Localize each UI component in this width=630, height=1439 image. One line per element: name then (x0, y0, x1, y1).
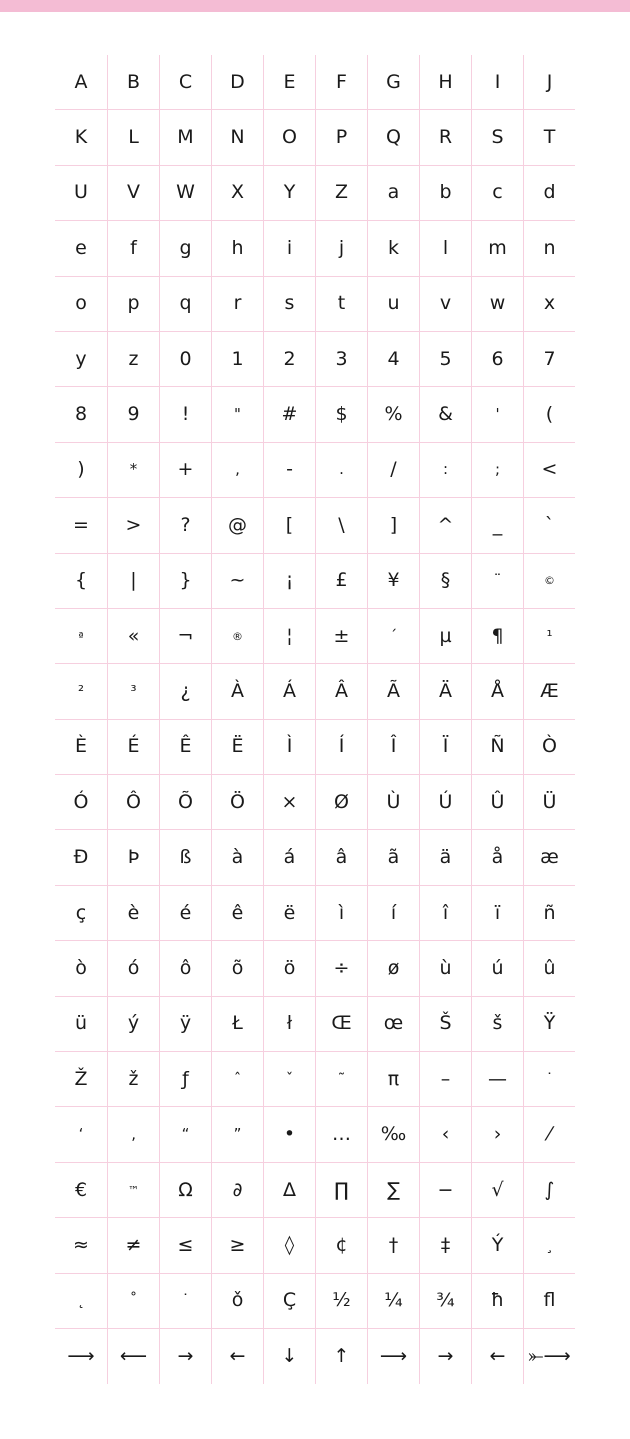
glyph-cell: Q (367, 110, 419, 165)
glyph-cell: ‘ (55, 1107, 107, 1162)
glyph-cell: ‡ (419, 1218, 471, 1273)
glyph-cell: † (367, 1218, 419, 1273)
glyph-cell: © (523, 554, 575, 609)
glyph-cell: ß (159, 830, 211, 885)
glyph-cell: 6 (471, 332, 523, 387)
glyph-cell: ˇ (263, 1052, 315, 1107)
glyph-cell: B (107, 55, 159, 110)
glyph-cell: l (419, 221, 471, 276)
glyph-cell: ( (523, 387, 575, 442)
glyph-cell: ¿ (159, 664, 211, 719)
glyph-cell: ¶ (471, 609, 523, 664)
top-accent-bar (0, 0, 630, 12)
glyph-cell: E (263, 55, 315, 110)
glyph-cell: Ï (419, 720, 471, 775)
glyph-cell: = (55, 498, 107, 553)
glyph-cell: Î (367, 720, 419, 775)
glyph-cell: ∫ (523, 1163, 575, 1218)
glyph-cell: p (107, 277, 159, 332)
glyph-cell: j (315, 221, 367, 276)
glyph-cell: ¸ (523, 1218, 575, 1273)
glyph-cell: › (471, 1107, 523, 1162)
glyph-cell: i (263, 221, 315, 276)
glyph-cell: ⟶ (367, 1329, 419, 1384)
glyph-cell: ì (315, 886, 367, 941)
glyph-cell: t (315, 277, 367, 332)
glyph-cell: ¡ (263, 554, 315, 609)
glyph-cell: ö (263, 941, 315, 996)
glyph-cell: ^ (419, 498, 471, 553)
glyph-cell: & (419, 387, 471, 442)
glyph-cell: Ü (523, 775, 575, 830)
glyph-cell: A (55, 55, 107, 110)
glyph-cell: f (107, 221, 159, 276)
glyph-cell: H (419, 55, 471, 110)
glyph-cell: î (419, 886, 471, 941)
glyph-cell: 4 (367, 332, 419, 387)
glyph-cell: q (159, 277, 211, 332)
glyph-cell: g (159, 221, 211, 276)
glyph-cell: ± (315, 609, 367, 664)
glyph-cell: ÷ (315, 941, 367, 996)
glyph-cell: Ó (55, 775, 107, 830)
glyph-cell: ¾ (419, 1274, 471, 1329)
glyph-cell: U (55, 166, 107, 221)
glyph-cell: X (211, 166, 263, 221)
glyph-cell: " (211, 387, 263, 442)
glyph-cell: w (471, 277, 523, 332)
glyph-cell: O (263, 110, 315, 165)
glyph-cell: ˜ (315, 1052, 367, 1107)
glyph-cell: — (471, 1052, 523, 1107)
glyph-cell: ] (367, 498, 419, 553)
glyph-cell: ∑ (367, 1163, 419, 1218)
glyph-cell: ‹ (419, 1107, 471, 1162)
glyph-cell: â (315, 830, 367, 885)
glyph-cell: I (471, 55, 523, 110)
glyph-cell: Ÿ (523, 997, 575, 1052)
glyph-cell: … (315, 1107, 367, 1162)
glyph-cell: “ (159, 1107, 211, 1162)
glyph-cell: ® (211, 609, 263, 664)
glyph-cell: c (471, 166, 523, 221)
glyph-cell: ⟶ (67, 1345, 95, 1368)
glyph-cell: V (107, 166, 159, 221)
glyph-cell: # (263, 387, 315, 442)
glyph-cell: ‰ (367, 1107, 419, 1162)
glyph-cell: ó (107, 941, 159, 996)
glyph-cell: ħ (471, 1274, 523, 1329)
glyph-cell: e (55, 221, 107, 276)
glyph-cell: Û (471, 775, 523, 830)
glyph-cell: ≥ (211, 1218, 263, 1273)
glyph-cell: Ø (315, 775, 367, 830)
glyph-cell: R (419, 110, 471, 165)
glyph-cell: ← (211, 1329, 263, 1384)
glyph-cell: % (367, 387, 419, 442)
glyph-cell: ⁄ (523, 1107, 575, 1162)
glyph-cell: ' (471, 387, 523, 442)
glyph-cell: Ð (55, 830, 107, 885)
glyph-cell: É (107, 720, 159, 775)
glyph-cell: ≈ (55, 1218, 107, 1273)
glyph-cell: ½ (315, 1274, 367, 1329)
glyph-cell: ↓ (263, 1329, 315, 1384)
glyph-cell: ﬂ (523, 1274, 575, 1329)
glyph-cell: Ω (159, 1163, 211, 1218)
glyph-cell: ý (107, 997, 159, 1052)
glyph-cell: Ä (419, 664, 471, 719)
glyph-cell: - (263, 443, 315, 498)
glyph-cell: ¼ (367, 1274, 419, 1329)
glyph-cell: ; (471, 443, 523, 498)
glyph-cell: < (523, 443, 575, 498)
glyph-cell: ´ (367, 609, 419, 664)
glyph-cell: à (211, 830, 263, 885)
glyph-cell: ñ (523, 886, 575, 941)
glyph-cell: ◊ (263, 1218, 315, 1273)
glyph-cell: € (55, 1163, 107, 1218)
glyph-cell: ǒ (211, 1274, 263, 1329)
glyph-cell: K (55, 110, 107, 165)
glyph-cell: 0 (159, 332, 211, 387)
glyph-cell: D (211, 55, 263, 110)
glyph-cell: ¹ (523, 609, 575, 664)
glyph-cell: ? (159, 498, 211, 553)
glyph-cell: ³ (107, 664, 159, 719)
glyph-cell: ~ (211, 554, 263, 609)
glyph-cell: : (419, 443, 471, 498)
glyph-cell: ł (263, 997, 315, 1052)
glyph-cell: h (211, 221, 263, 276)
glyph-cell: ∏ (315, 1163, 367, 1218)
glyph-cell: Y (263, 166, 315, 221)
glyph-cell: P (315, 110, 367, 165)
glyph-cell: « (107, 609, 159, 664)
glyph-cell: õ (211, 941, 263, 996)
glyph-cell: È (55, 720, 107, 775)
glyph-cell: ê (211, 886, 263, 941)
glyph-cell: * (107, 443, 159, 498)
glyph-cell: J (523, 55, 575, 110)
glyph-cell: Ò (523, 720, 575, 775)
glyph-cell: • (263, 1107, 315, 1162)
glyph-cell: Æ (523, 664, 575, 719)
glyph-cell: S (471, 110, 523, 165)
glyph-cell: Œ (315, 997, 367, 1052)
glyph-cell: ˛ (55, 1274, 107, 1329)
glyph-cell: r (211, 277, 263, 332)
glyph-cell: ˙ (523, 1052, 575, 1107)
glyph-cell: \ (315, 498, 367, 553)
glyph-cell: y (55, 332, 107, 387)
glyph-cell: ∆ (263, 1163, 315, 1218)
glyph-cell: @ (211, 498, 263, 553)
glyph-cell: [ (263, 498, 315, 553)
glyph-cell: L (107, 110, 159, 165)
glyph-cell: m (471, 221, 523, 276)
glyph-cell: ô (159, 941, 211, 996)
glyph-cell: → (159, 1329, 211, 1384)
glyph-cell: W (159, 166, 211, 221)
glyph-cell: $ (315, 387, 367, 442)
glyph-cell: F (315, 55, 367, 110)
glyph-cell: a (367, 166, 419, 221)
glyph-cell: Ã (367, 664, 419, 719)
glyph-cell: ˆ (211, 1052, 263, 1107)
glyph-cell: ™ (107, 1163, 159, 1218)
glyph-cell: / (367, 443, 419, 498)
glyph-cell: £ (315, 554, 367, 609)
glyph-cell: k (367, 221, 419, 276)
glyph-cell: œ (367, 997, 419, 1052)
glyph-cell: z (107, 332, 159, 387)
glyph-cell: š (471, 997, 523, 1052)
glyph-cell: ò (55, 941, 107, 996)
glyph-cell: ∂ (211, 1163, 263, 1218)
glyph-cell: ¦ (263, 609, 315, 664)
glyph-cell: å (471, 830, 523, 885)
glyph-cell: Ê (159, 720, 211, 775)
glyph-cell: ⤜⟶ (523, 1329, 575, 1384)
glyph-cell: ï (471, 886, 523, 941)
glyph-cell: ¬ (159, 609, 211, 664)
glyph-cell: ú (471, 941, 523, 996)
glyph-cell: ” (211, 1107, 263, 1162)
glyph-cell: Ł (211, 997, 263, 1052)
glyph-cell: Ý (471, 1218, 523, 1273)
glyph-cell: n (523, 221, 575, 276)
glyph-cell: À (211, 664, 263, 719)
glyph-cell: , (211, 443, 263, 498)
glyph-cell: π (367, 1052, 419, 1107)
glyph-cell: . (315, 443, 367, 498)
glyph-cell: d (523, 166, 575, 221)
glyph-cell: 1 (211, 332, 263, 387)
glyph-cell: Õ (159, 775, 211, 830)
glyph-cell: u (367, 277, 419, 332)
glyph-cell: ¨ (471, 554, 523, 609)
glyph-cell: G (367, 55, 419, 110)
glyph-cell: > (107, 498, 159, 553)
glyph-cell: ⟵ (107, 1329, 159, 1384)
glyph-cell: ` (523, 498, 575, 553)
glyph-cell: ã (367, 830, 419, 885)
glyph-cell: ˙ (159, 1274, 211, 1329)
glyph-cell: ! (159, 387, 211, 442)
glyph-cell: Á (263, 664, 315, 719)
glyph-cell: ø (367, 941, 419, 996)
glyph-cell: á (263, 830, 315, 885)
glyph-cell: ˚ (107, 1274, 159, 1329)
glyph-cell: ü (55, 997, 107, 1052)
glyph-cell: v (419, 277, 471, 332)
glyph-cell: √ (471, 1163, 523, 1218)
glyph-cell: _ (471, 498, 523, 553)
glyph-cell: Ë (211, 720, 263, 775)
glyph-cell: { (55, 554, 107, 609)
glyph-cell: | (107, 554, 159, 609)
glyph-cell: è (107, 886, 159, 941)
glyph-cell: Ô (107, 775, 159, 830)
glyph-cell: æ (523, 830, 575, 885)
glyph-grid (55, 55, 575, 1384)
glyph-cell: 7 (523, 332, 575, 387)
glyph-cell: 3 (315, 332, 367, 387)
glyph-cell: T (523, 110, 575, 165)
glyph-cell: Å (471, 664, 523, 719)
glyph-cell: s (263, 277, 315, 332)
glyph-cell: – (419, 1052, 471, 1107)
glyph-cell: ¥ (367, 554, 419, 609)
glyph-cell: Þ (107, 830, 159, 885)
glyph-cell: Ù (367, 775, 419, 830)
glyph-cell: µ (419, 609, 471, 664)
glyph-cell: C (159, 55, 211, 110)
glyph-cell: 8 (55, 387, 107, 442)
glyph-cell: b (419, 166, 471, 221)
glyph-cell: ä (419, 830, 471, 885)
glyph-cell: ¢ (315, 1218, 367, 1273)
glyph-cell: í (367, 886, 419, 941)
glyph-cell: ) (55, 443, 107, 498)
glyph-cell: ƒ (159, 1052, 211, 1107)
glyph-cell: 2 (263, 332, 315, 387)
glyph-cell: N (211, 110, 263, 165)
glyph-cell: Ö (211, 775, 263, 830)
glyph-cell: × (263, 775, 315, 830)
glyph-cell: Ñ (471, 720, 523, 775)
glyph-cell: ë (263, 886, 315, 941)
glyph-cell: ≤ (159, 1218, 211, 1273)
glyph-cell: Â (315, 664, 367, 719)
glyph-cell: x (523, 277, 575, 332)
glyph-cell: ž (107, 1052, 159, 1107)
glyph-cell: é (159, 886, 211, 941)
glyph-cell: § (419, 554, 471, 609)
glyph-cell: Í (315, 720, 367, 775)
glyph-cell: ª (55, 609, 107, 664)
glyph-cell: ² (55, 664, 107, 719)
glyph-cell: ù (419, 941, 471, 996)
glyph-cell: o (55, 277, 107, 332)
glyph-cell: ÿ (159, 997, 211, 1052)
glyph-cell: M (159, 110, 211, 165)
glyph-cell: Ž (55, 1052, 107, 1107)
glyph-cell: − (419, 1163, 471, 1218)
glyph-cell: + (159, 443, 211, 498)
glyph-cell: Š (419, 997, 471, 1052)
glyph-cell: ← (471, 1329, 523, 1384)
glyph-cell: → (419, 1329, 471, 1384)
glyph-cell: ç (55, 886, 107, 941)
glyph-cell: 5 (419, 332, 471, 387)
glyph-cell: û (523, 941, 575, 996)
glyph-cell: ↑ (315, 1329, 367, 1384)
glyph-cell: Z (315, 166, 367, 221)
glyph-cell: ‚ (107, 1107, 159, 1162)
glyph-cell: 9 (107, 387, 159, 442)
glyph-cell: ≠ (107, 1218, 159, 1273)
glyph-cell: } (159, 554, 211, 609)
glyph-cell: Ì (263, 720, 315, 775)
glyph-cell: Ú (419, 775, 471, 830)
glyph-cell: Ç (263, 1274, 315, 1329)
